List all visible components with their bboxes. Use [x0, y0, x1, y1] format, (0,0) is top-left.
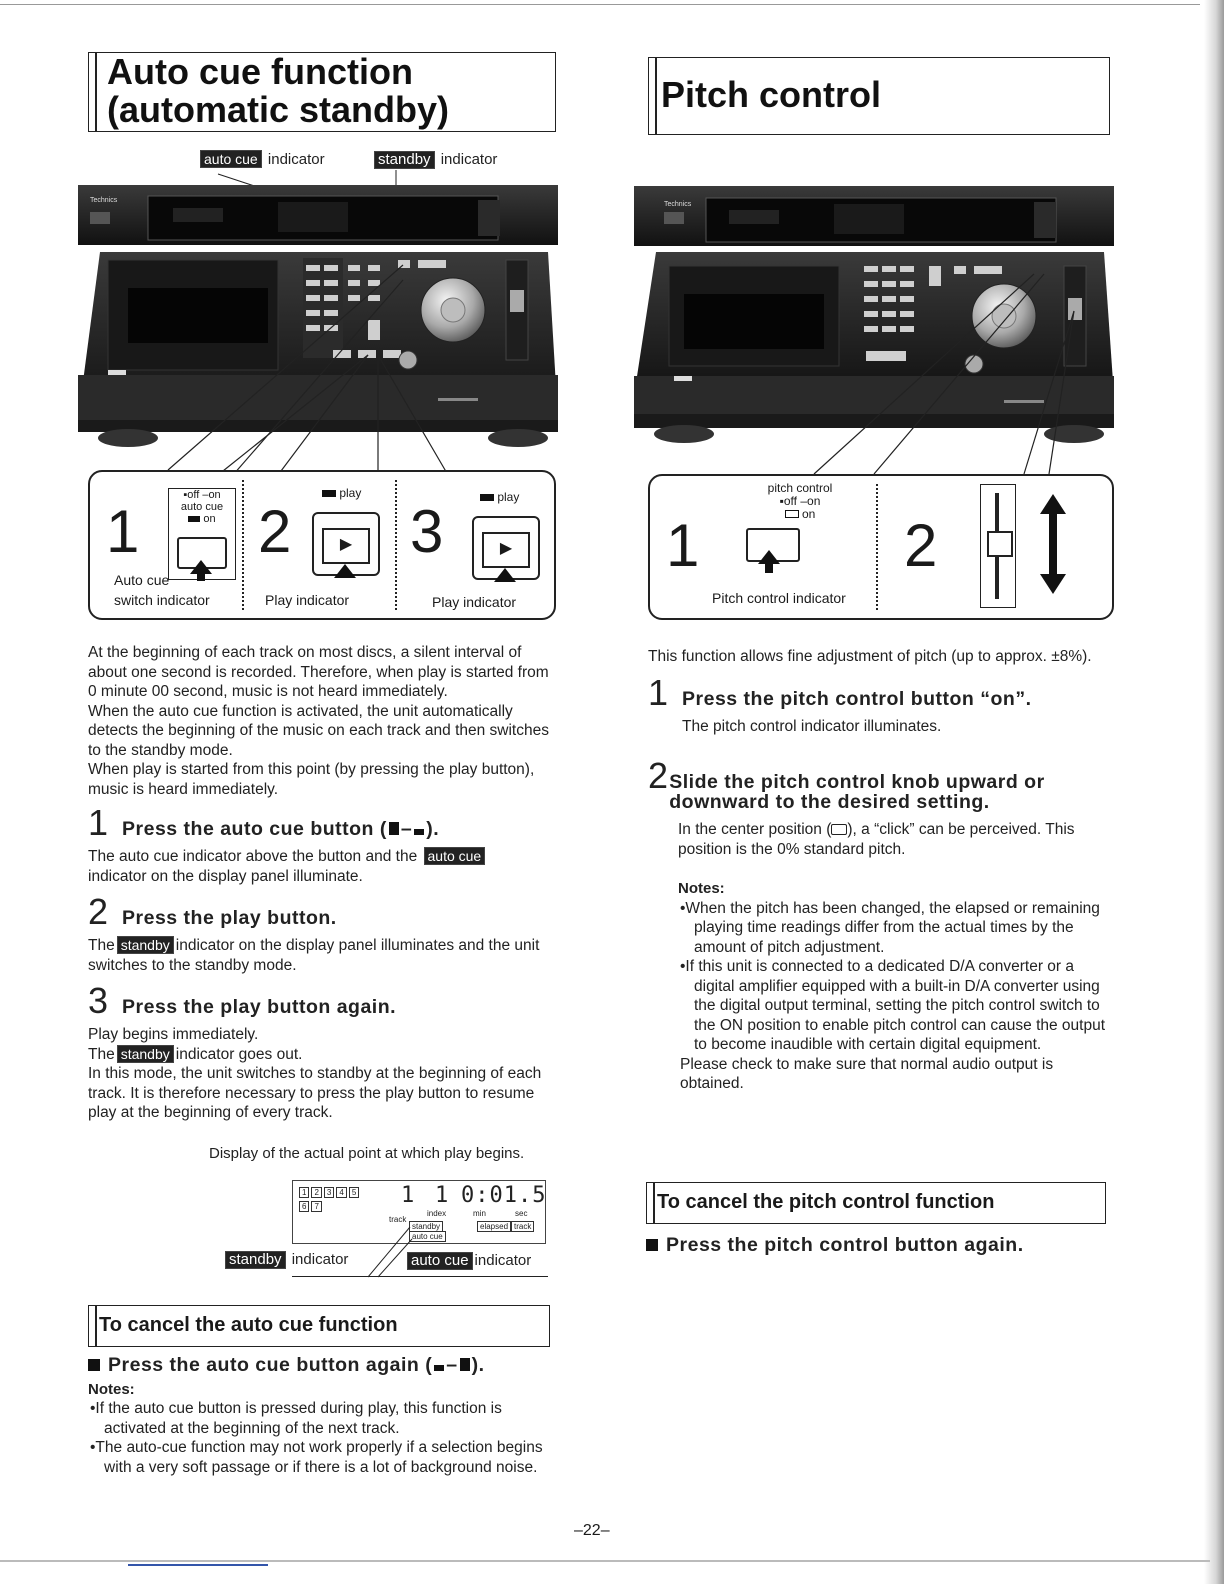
step-2 [88, 891, 550, 932]
auto-cue-title-line1: Auto cue function [107, 51, 413, 92]
callout-2-label: Play indicator [265, 592, 350, 608]
pitch-note-2: •If this unit is connected to a dedicated D/A converter or a digital amplifier equipped with a built-in D/A converter using the digital output terminal, setting the pitch control switch to the ON position to enable pitch control can cause the output to become inaudible with certain digital equipment. [680, 958, 1106, 1053]
pitch-slider[interactable] [980, 484, 1016, 608]
display-index-number: 1 [435, 1183, 449, 1208]
pitch-callout-2-number: 2 [904, 512, 938, 579]
step-3-heading: Press the play button again. [122, 996, 397, 1018]
display-label-min: min [473, 1209, 486, 1218]
up-down-arrow-icon [1038, 494, 1068, 594]
step-1-text: The auto cue indicator above the button and the auto cue indicator on the display panel illuminate. [88, 847, 550, 886]
track-calendar-row1: 1 2 3 4 5 [299, 1187, 359, 1198]
cancel-auto-cue-title: To cancel the auto cue function [99, 1314, 398, 1336]
pitch-step-1 [648, 671, 1108, 713]
press-arrow-stem [197, 573, 205, 581]
page-number: –22– [574, 1522, 610, 1539]
pitch-step-2-number: 2 [648, 755, 669, 796]
brand-logo: Technics [664, 201, 692, 208]
display-label-rule [292, 1276, 548, 1277]
step-1-number: 1 [88, 802, 109, 843]
press-arrow-icon [494, 568, 516, 582]
bullet-square-icon [646, 1239, 658, 1251]
cd-player-photo-right [634, 186, 1114, 486]
display-time: 0:01.5 [461, 1183, 547, 1208]
step-2-number: 2 [88, 891, 109, 932]
pitch-step-2-text: In the center position ( ), a “click” can be perceived. This position is the 0% standard pitch. [678, 821, 1075, 858]
auto-cue-notes-title: Notes: [88, 1380, 135, 1398]
intro-paragraph-1: At the beginning of each track on most discs, a silent interval of about one second is recorded. Therefore, when play is started from 0 minute 00 second, music is not heard immediately. [88, 644, 549, 700]
display-label-track: track [389, 1215, 407, 1224]
play-icon: ▶ [482, 532, 530, 568]
cancel-pitch-step: Press the pitch control button again. [646, 1236, 1106, 1257]
pitch-step-2-heading: Slide the pitch control knob upward or downward to the desired setting. [669, 771, 1045, 813]
auto-cue-indicator-label: auto cue indicator [198, 150, 325, 168]
auto-cue-body [88, 643, 550, 1123]
step-1: 1 Press the auto cue button ( – ). [88, 802, 440, 843]
pitch-led-icon [785, 510, 799, 518]
play-icon: ▶ [322, 528, 370, 564]
pitch-slider-knob[interactable] [987, 531, 1013, 557]
pitch-control-title-box [648, 57, 1110, 135]
display-label-elapsed: elapsed [477, 1221, 511, 1232]
press-arrow-icon [758, 550, 780, 564]
callout-1-label-line1: Auto cue [114, 572, 170, 588]
cancel-pitch-box [646, 1182, 1106, 1224]
step-3 [88, 980, 550, 1021]
step-3-text-3: In this mode, the unit switches to standby at the beginning of each track. It is therefore necessary to press the play button to resume play at the beginning of every track. [88, 1065, 542, 1121]
display-label-autocue: auto cue [409, 1231, 446, 1242]
pitch-callout-strip: 1 pitch control ▪off –on on Pitch control indicator 2 [648, 474, 1114, 620]
display-standby-indicator-label: standby indicator [223, 1251, 348, 1269]
cancel-auto-cue-box [88, 1305, 550, 1347]
pitch-led-on: on [801, 507, 816, 521]
pitch-callout-1-number: 1 [666, 512, 700, 579]
press-arrow-icon [334, 564, 356, 578]
cancel-auto-cue-body [88, 1356, 550, 1477]
step-3-number: 3 [88, 980, 109, 1021]
intro-paragraph-3: When play is started from this point (by pressing the play button), music is heard immediately. [88, 761, 535, 798]
pitch-switch-label: pitch control [767, 481, 833, 495]
auto-cue-title-line2: (automatic standby) [107, 89, 450, 130]
pitch-callout-1-label: Pitch control indicator [712, 590, 846, 606]
auto-cue-title-box [88, 52, 556, 132]
display-label-track-mode: track [511, 1221, 534, 1232]
pitch-notes-title: Notes: [678, 880, 725, 897]
callout-2-play: play [339, 486, 362, 500]
display-label-sec: sec [515, 1209, 528, 1218]
play-indicator-led-icon [322, 490, 336, 497]
display-track-number: 1 [401, 1183, 415, 1208]
callout-1-label-line2: switch indicator [114, 592, 210, 608]
auto-cue-switch: ▪off –on auto cue on [168, 488, 236, 580]
cancel-auto-cue-step: Press the auto cue button again ( – ). [88, 1356, 550, 1376]
callout-1-number: 1 [106, 498, 140, 565]
pitch-switch-off: off [783, 494, 797, 508]
auto-cue-callout-strip [88, 470, 556, 620]
display-caption: Display of the actual point at which play begins. [209, 1145, 525, 1162]
pitch-step-1-number: 1 [648, 671, 669, 713]
intro-paragraph-2: When the auto cue function is activated, the unit automatically detects the beginning of the music on each track and then switches to the standby mode. [88, 702, 549, 759]
step-3-text-2: The standby indicator goes out. [88, 1045, 303, 1063]
bottom-rule-accent [128, 1564, 268, 1566]
pitch-notes [648, 879, 1108, 1094]
pitch-intro: This function allows fine adjustment of pitch (up to approx. ±8%). [648, 648, 1092, 665]
pitch-control-title: Pitch control [661, 74, 882, 115]
callout-2-number: 2 [258, 498, 292, 565]
step-1-heading: Press the auto cue button ( [122, 818, 387, 840]
pitch-note-extra: Please check to make sure that normal audio output is obtained. [680, 1055, 1054, 1092]
bullet-square-icon [88, 1359, 100, 1371]
track-calendar-row2: 6 7 [299, 1201, 322, 1212]
callout-3-number: 3 [410, 498, 444, 565]
standby-indicator-label: standby indicator [372, 151, 497, 169]
display-label-standby: standby [409, 1221, 443, 1232]
press-arrow-stem [765, 563, 773, 573]
pitch-step-1-heading: Press the pitch control button “on”. [682, 687, 1032, 710]
pitch-switch-on: on [807, 494, 821, 508]
pitch-step-1-text: The pitch control indicator illuminates. [682, 717, 942, 735]
display-autocue-indicator-label: auto cue indicator [405, 1252, 531, 1270]
callout-3-play: play [497, 490, 520, 504]
step-3-text-1: Play begins immediately. [88, 1026, 259, 1043]
callout-3-label: Play indicator [432, 594, 517, 610]
bottom-rule [0, 1560, 1210, 1562]
auto-cue-note-1: •If the auto cue button is pressed during play, this function is activated at the beginning of the next track. [90, 1400, 502, 1437]
page-edge [1204, 0, 1224, 1584]
pitch-step-2 [648, 755, 1108, 813]
press-arrow-icon [190, 560, 212, 574]
center-click-icon [831, 824, 847, 835]
step-2-heading: Press the play button. [122, 907, 337, 929]
cancel-pitch-title: To cancel the pitch control function [657, 1191, 995, 1213]
top-rule [0, 4, 1200, 5]
pitch-note-1: •When the pitch has been changed, the elapsed or remaining playing time readings differ from the actual times by the amount of pitch adjustment. [680, 899, 1100, 956]
pitch-control-body [648, 647, 1108, 1094]
brand-logo: Technics [90, 197, 118, 204]
display-label-index: index [427, 1209, 447, 1218]
auto-cue-note-2: •The auto-cue function may not work properly if a selection begins with a very soft passage or if there is a lot of background noise. [90, 1439, 543, 1476]
play-indicator-led-icon [480, 494, 494, 501]
step-2-text: The standby indicator on the display panel illuminates and the unit switches to the standby mode. [88, 937, 540, 974]
